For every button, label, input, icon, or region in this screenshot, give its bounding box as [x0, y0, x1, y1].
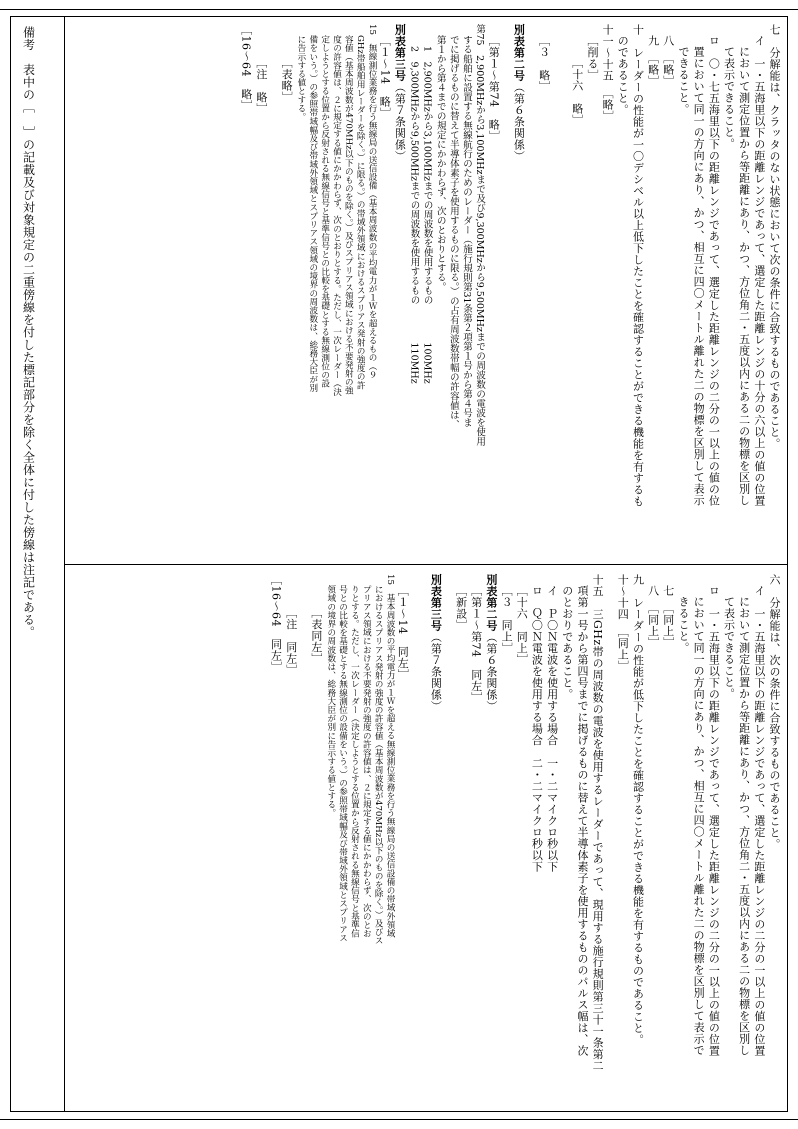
amended-item8: 八 ［同上］: [646, 585, 660, 649]
current-item15-1: 15 無線測位業務を行う無線局の送信設備（基本周波数の平均電力が１Ｗを超えるもの（９: [367, 24, 378, 379]
current-item7-ro-3: できること。: [676, 46, 690, 115]
amended-appendix3-ref: （第７条関係）: [429, 631, 443, 712]
current-appendix2-title: 別表第二号: [512, 24, 526, 82]
current-item75-row2: 2 9,300MHzから9,500MHzまでの周波数を使用するもの 110MHz: [408, 46, 420, 384]
amended-item15-ro: ロ Ｑ〇Ｎ電波を使用する場合 二・二マイクロ秒以下: [530, 585, 544, 873]
amended-item15b-6: 領域の境界の周波数は、総務大臣が別に告示する値とする。: [325, 585, 336, 818]
current-item7-head: 七 分解能は、クラッタのない状態において次の条件に合致するものであること。: [768, 24, 781, 450]
current-item15-5: 定しようとする位置から反射される無線信号と基準信号との比較を基礎とする無線測位の設: [319, 35, 330, 388]
current-appendix3-sub: ［１～14 略］: [378, 35, 392, 119]
amended-item6-head: 六 分解能は、次の条件に合致するものであること。: [768, 574, 781, 850]
amended-item15b-3: プリアス領域における不要発射の強度の許容値は、２に規定する値にかかわらず、次のとお: [361, 585, 372, 938]
current-table: ［表略］: [280, 57, 294, 103]
current-item8: 八 ［略］: [661, 35, 675, 87]
current-item7-i-2: において測定位置から等距離にあり、かつ、方位角二・五度以内にある二の物標を区別し: [737, 46, 751, 506]
amended-item9: 九 レーダーの性能が低下したことを確認することができる機能を有するものであること。: [631, 574, 645, 1046]
current-item75-row2-value: 110MHz: [408, 342, 420, 384]
amended-appendix3-sub: ［１～14 同左］: [396, 585, 410, 681]
current-appendix2-ref: （第６条関係）: [512, 81, 526, 162]
current-item7-i-3: て表示できること。: [722, 46, 736, 150]
current-appendix3-ref: （第７条関係）: [393, 81, 407, 162]
amended-item3: ［３ 同上］: [500, 585, 514, 654]
current-item75-4: 第１から第４までの規定にかかわらず、次のとおりとする。: [434, 35, 446, 292]
amended-item6-ro-1: ロ 一・五海里以下の距離レンジであって、選定した距離レンジの二分の一以上の値の位置: [707, 585, 721, 1057]
current-item75-row1-value: 100MHz: [421, 342, 433, 384]
amended-item15-3: のとおりであること。: [560, 585, 574, 700]
amended-table: ［表同左］: [309, 607, 323, 665]
amended-item6-i-2: において測定位置から等距離にあり、かつ、方位角二・五度以内にある二の物標を区別し: [737, 596, 751, 1056]
current-item7-i-1: イ 一・五海里以下の距離レンジであって、選定した距離レンジの十分の六以上の値の位置: [752, 35, 766, 507]
current-item75-1: 第75 2,900MHzから3,100MHzまで及び9,300MHzから9,500MHzまでの周波数の電波を使用: [474, 24, 486, 446]
amended-item15-1: 十五 三GHz帯の周波数の電波を使用するレーダーであって、現用する施行規則第三十一条第二: [591, 574, 605, 1072]
current-appendix2-sub: ［第１～第74 略］: [487, 35, 501, 142]
amended-item6-ro-3: きること。: [676, 596, 690, 654]
amended-note: ［注 同左］: [284, 607, 298, 676]
current-text: [239, 24, 782, 556]
bottom-rule: [0, 1119, 798, 1120]
current-item75-row1: 1 2,900MHzから3,100MHzまでの周波数を使用するもの 100MHz: [421, 46, 433, 384]
amended-appendix2-ref: （第６条関係）: [484, 631, 498, 712]
column-divider: [64, 564, 788, 565]
amended-item6-ro-2: において同一の方向にあり、かつ、相互に四〇メートル離れた二の物標を区別して表示で: [692, 596, 706, 1056]
current-item15-4: 度の許容値は、２に規定する値にかかわらず、次のとおりとする。ただし、一次レーダー（決: [331, 35, 342, 397]
current-item10-2: のであること。: [616, 35, 630, 116]
current-item15-7: に告示する値とする。: [295, 35, 306, 121]
amended-item10-14: 十～十四 ［同上］: [616, 574, 630, 672]
current-item15-3: 容値（基本周波数が470MHz以下のものを除く。）及びスプリアス領域における不要発射の強: [343, 35, 354, 395]
current-sub16-64: ［16～64 略］: [239, 24, 253, 112]
remarks: [20, 26, 37, 1106]
current-item3: ［３ 略］: [537, 35, 551, 93]
amended-appendix2-title: 別表第二号: [484, 574, 498, 632]
amended-item6-i-3: て表示できること。: [722, 596, 736, 700]
amended-item7: 七 ［同上］: [661, 585, 675, 649]
current-item11-15: 十一～十五 ［略］: [601, 24, 615, 122]
amended-item15-2: 項第一号から第四号までに掲げるものに替えて半導体素子を使用するもののパルス幅は、次: [575, 585, 589, 1057]
amended-text: [268, 574, 782, 1104]
current-item15-6: 備をいう。）の参照帯域幅及び帯域外領域とスプリアス領域の境界の周波数は、総務大臣が別: [307, 35, 318, 392]
current-appendix3-title: 別表第三号: [393, 24, 407, 82]
amended-item15b-5: 号との比較を基礎とする無線測位の設備をいう。）の参照帯域幅及び帯域外領域とスプリアス: [337, 585, 348, 942]
current-deleted: ［削る］: [585, 35, 599, 81]
remarks-text: 表中の［ ］の記載及び対象規定の二重傍線を付した標記部分を除く全体に付した傍線は注記である。: [21, 63, 36, 639]
amended-item15b-1: 15 基本周波数の平均電力が１Ｗを超える無線測位業務を行う無線局の送信設備の帯域外領域: [385, 574, 396, 938]
amended-item15-i: イ Ｐ〇Ｎ電波を使用する場合 一・二マイクロ秒以下: [545, 585, 559, 873]
current-item7-ro-2: 置において同一の方向にあり、かつ、相互に四〇メートル離れた二の物標を区別して表示: [692, 46, 706, 506]
current-item16: ［十六 略］: [570, 57, 584, 126]
current-note: ［注 略］: [254, 57, 268, 115]
amended-appendix2-sub: ［第１～第74 同左］: [469, 585, 483, 704]
remarks-label: 備考: [21, 26, 36, 51]
amended-sub16-64: ［16～64 同左］: [269, 574, 283, 673]
current-item75-3: でに掲げるものに替えて半導体素子を使用するものに限る。）の占有周波数帯幅の許容値は、: [447, 35, 459, 430]
current-item7-ro-1: ロ 〇・七五海里以下の距離レンジであって、選定した距離レンジの二分の一以上の値の位: [707, 35, 721, 507]
amended-appendix3-title: 別表第三号: [429, 574, 443, 632]
amended-item16: ［十六 同上］: [515, 585, 529, 666]
amended-new: ［新設］: [454, 585, 468, 631]
current-item75-2: する船舶に設置する無線航行のためのレーダー（施行規則第31条第２項第１号から第４号ま: [460, 35, 472, 428]
current-item15-2: GHz帯船舶用レーダーを除く。）に限る。）の帯域外領域におけるスプリアス発射の強度の許: [355, 35, 366, 390]
top-rule: [0, 9, 798, 10]
amended-item15b-2: におけるスプリアス発射の強度の許容値（基本周波数が470MHz以下のものを除く。）及びス: [373, 585, 384, 945]
current-item10-1: 十 レーダーの性能が一〇デシベル以上低下したことを確認することができる機能を有するも: [631, 24, 645, 507]
amended-item15b-4: りとする。ただし、一次レーダー（決定しようとする位置から反射される無線信号と基準信: [349, 585, 360, 938]
current-item9: 九 ［略］: [646, 35, 660, 87]
amended-item6-i-1: イ 一・五海里以下の距離レンジであって、選定した距離レンジの二分の一以上の値の位置: [752, 585, 766, 1057]
